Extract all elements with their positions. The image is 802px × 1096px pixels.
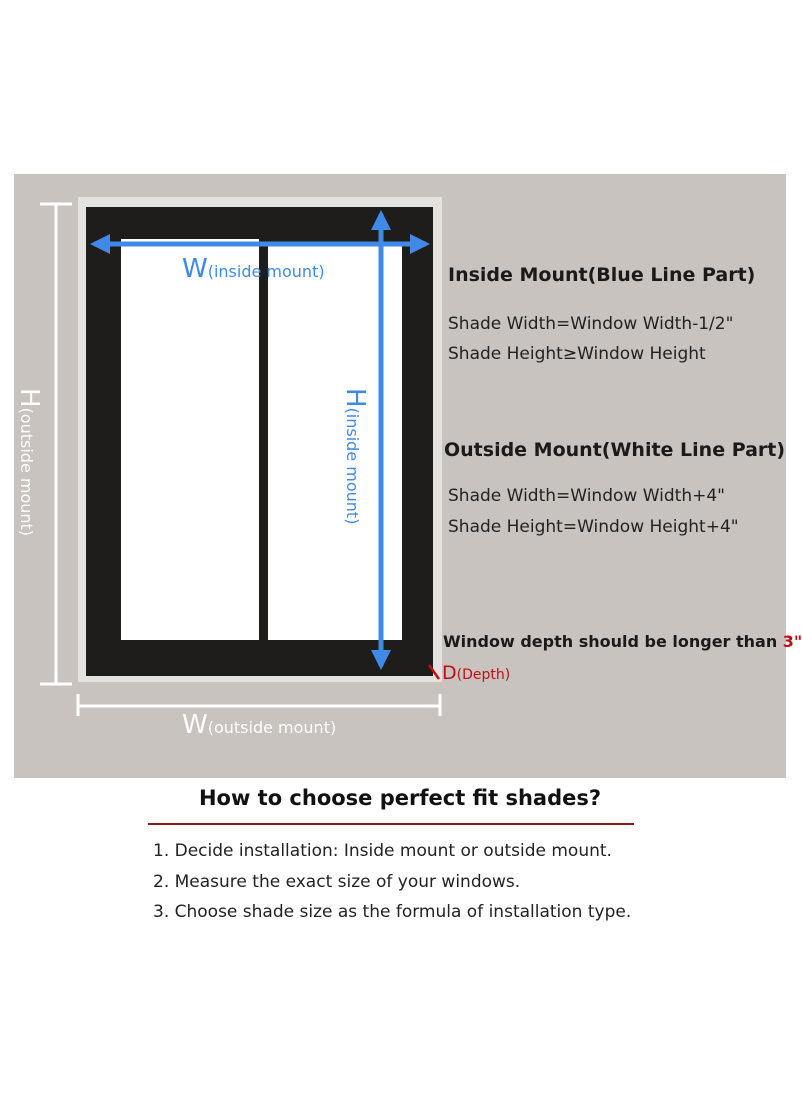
outside-height-formula: Shade Height=Window Height+4": [448, 517, 739, 537]
outside-width-formula: Shade Width=Window Width+4": [448, 486, 725, 506]
inside-width-formula: Shade Width=Window Width-1/2": [448, 314, 734, 334]
inside-width-label: W(inside mount): [182, 254, 325, 284]
guide-step: 2. Measure the exact size of your windows.: [153, 872, 521, 892]
depth-label: D(Depth): [442, 662, 511, 684]
guide-divider: [148, 823, 634, 825]
depth-value: 3": [782, 632, 802, 651]
inside-height-formula: Shade Height≥Window Height: [448, 344, 706, 364]
depth-marker: [429, 665, 439, 679]
guide-step: 3. Choose shade size as the formula of installation type.: [153, 902, 632, 922]
outside-height-label: H(outside mount): [14, 388, 44, 537]
guide-title: How to choose perfect fit shades?: [198, 786, 602, 810]
depth-note: Window depth should be longer than 3": [443, 632, 802, 651]
outside-width-label: W(outside mount): [182, 710, 337, 740]
guide-step: 1. Decide installation: Inside mount or outside mount.: [153, 841, 612, 861]
inside-mount-heading: Inside Mount(Blue Line Part): [448, 264, 756, 286]
outside-height-arrow: [40, 204, 72, 684]
outside-mount-heading: Outside Mount(White Line Part): [444, 439, 786, 461]
inside-height-label: H(inside mount): [340, 388, 370, 525]
